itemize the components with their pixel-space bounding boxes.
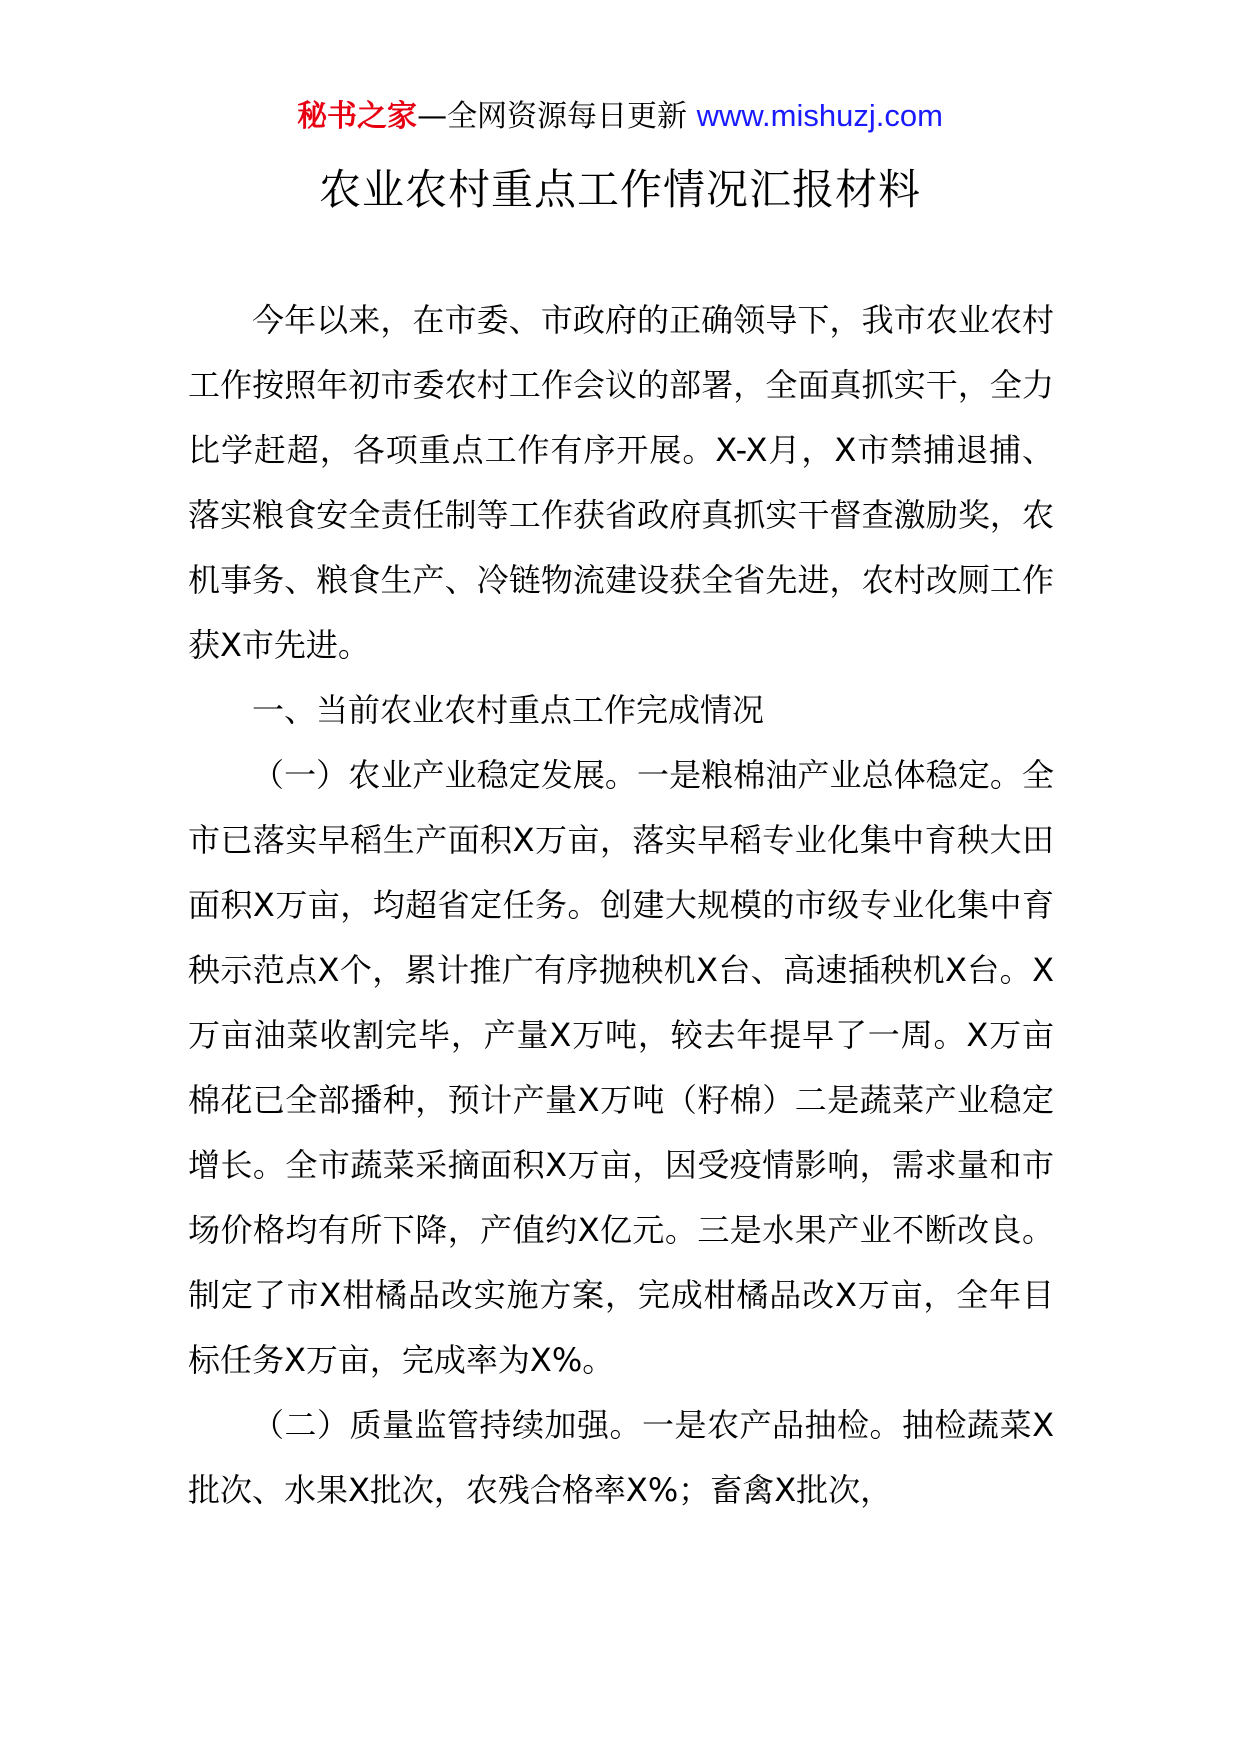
site-tagline: —全网资源每日更新 <box>417 99 697 134</box>
paragraph-quality-supervision: （二）质量监管持续加强。一是农产品抽检。抽检蔬菜X批次、水果X批次，农残合格率X%；畜禽X批次， <box>188 1406 1054 1509</box>
section-heading: 一、当前农业农村重点工作完成情况 <box>252 691 765 729</box>
paragraph-intro: 今年以来，在市委、市政府的正确领导下，我市农业农村工作按照年初市委农村工作会议的部署，全面真抓实干，全力比学赶超，各项重点工作有序开展。X-X月，X市禁捕退捕、落实粮食安全责任制等工作获省政府真抓实干督查激励奖，农机事务、粮食生产、冷链物流建设获全省先进，农村改厕工作获X市先进。 <box>188 301 1054 664</box>
site-brand: 秘书之家 <box>297 99 418 134</box>
document-title: 农业农村重点工作情况汇报材料 <box>318 165 921 214</box>
site-url-link[interactable]: www.mishuzj.com <box>696 98 943 133</box>
document-body <box>188 288 1054 1523</box>
paragraph-agriculture-industry: （一）农业产业稳定发展。一是粮棉油产业总体稳定。全市已落实早稻生产面积X万亩，落实早稻专业化集中育秧大田面积X万亩，均超省定任务。创建大规模的市级专业化集中育秧示范点X个，累计推广有序抛秧机X台、高速插秧机X台。X万亩油菜收割完毕，产量X万吨，较去年提早了一周。X万亩棉花已全部播种，预计产量X万吨（籽棉）二是蔬菜产业稳定增长。全市蔬菜采摘面积X万亩，因受疫情影响，需求量和市场价格均有所下降，产值约X亿元。三是水果产业不断改良。制定了市X柑橘品改实施方案，完成柑橘品改X万亩，全年目标任务X万亩，完成率为X%。 <box>188 756 1054 1379</box>
site-watermark-header <box>0 96 1240 137</box>
